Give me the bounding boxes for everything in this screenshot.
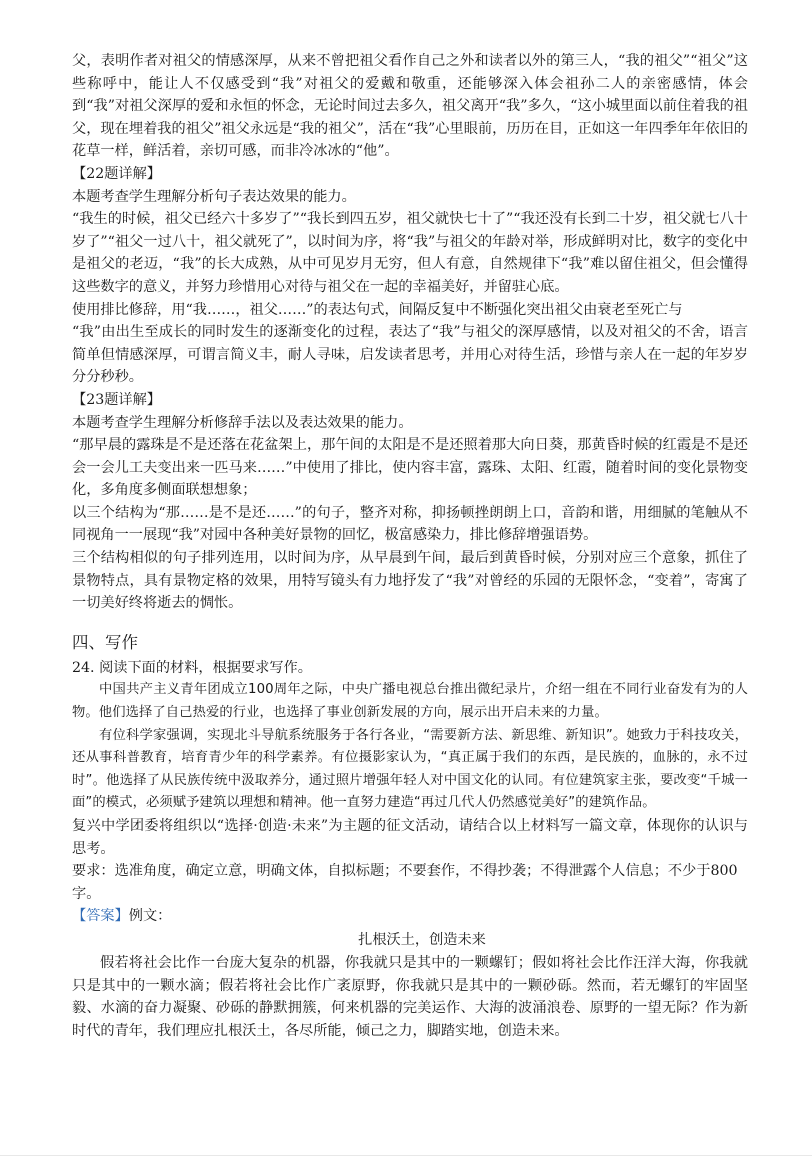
q22-heading: 【22题详解】 [72,165,161,182]
q24-material-paragraph: 中国共产主义青年团成立100周年之际，中央广播电视总台推出微纪录片，介绍一组在不同行业奋发有为的人物。他们选择了自己热爱的行业，也选择了事业创新发展的方向，展示出开启未来的力量。 [72,682,748,721]
essay-title: 扎根沃土，创造未来 [358,931,486,948]
answer-label: 【答案】 [72,908,129,925]
q24-material-paragraph: 有位科学家强调，实现北斗导航系统服务于各行各业，“需要新方法、新思维、新知识”。她致力于科技攻关，还从事科普教育，培育青少年的科学素养。有位摄影家认为，“真正属于我们的东西，是民族的，血脉的，永不过时”。他选择了从民族传统中汲取养分，通过照片增强年轻人对中国文化的认同。有位建筑家主张，要改变“千城一面”的模式，必须赋予建筑以理想和精神。他一直努力建造“再过几代人仍然感觉美好”的建筑作品。 [72,727,748,811]
q24-task: 复兴中学团委将组织以“选择·创造·未来”为主题的征文活动，请结合以上材料写一篇文章，体现你的认识与思考。 [72,818,748,857]
q22-paragraph: 使用排比修辞，用“我……，祖父……”的表达句式，间隔反复中不断强化突出祖父由衰老至死亡与 [72,301,683,318]
q23-paragraph: 三个结构相似的句子排列连用，以时间为序，从早晨到午间，最后到黄昏时候，分别对应三个意象，抓住了景物特点，具有景物定格的效果，用特写镜头有力地抒发了“我”对曾经的乐园的无限怀念，“变着”，寄寓了一切美好终将逝去的惆怅。 [72,550,748,612]
answer-suffix: 例文： [128,908,172,925]
q23-heading: 【23题详解】 [72,391,161,408]
q22-paragraph: 本题考查学生理解分析句子表达效果的能力。 [72,188,356,205]
intro-paragraph: 父，表明作者对祖父的情感深厚，从来不曾把祖父看作自己之外和读者以外的第三人，“我的祖父”“祖父”这些称呼中，能让人不仅感受到“我”对祖父的爱戴和敬重，还能够深入体会祖孙二人的亲密感情，体会到“我”对祖父深厚的爱和永恒的怀念，无论时间过去多久，祖父离开“我”多久，“这小城里面以前住着我的祖父，现在埋着我的祖父”祖父永远是“我的祖父”，活在“我”心里眼前，历历在目，正如这一年四季年年依旧的花草一样，鲜活着，亲切可感，而非冷冰冰的“他”。 [72,53,748,160]
q22-paragraph: “我生的时候，祖父已经六十多岁了”“我长到四五岁，祖父就快七十了”“我还没有长到二十岁，祖父就七八十岁了”“祖父一过八十，祖父就死了”，以时间为序，将“我”与祖父的年龄对举，形成鲜明对比，数字的变化中是祖父的老迈，“我”的长大成熟，从中可见岁月无穷，但人有意，自然规律下“我”难以留住祖父，但会懂得这些数字的意义，并努力珍惜用心对待与祖父在一起的幸福美好，并留驻心底。 [72,211,748,295]
q24-requirements: 要求：选准角度，确定立意，明确文体，自拟标题；不要套作，不得抄袭；不得泄露个人信息；不少于800字。 [72,863,738,902]
q23-paragraph: 以三个结构为“那……是不是还……”的句子，整齐对称，抑扬顿挫朗朗上口，音韵和谐，用细腻的笔触从不同视角一一展现“我”对园中各种美好景物的回忆，极富感染力，排比修辞增强语势。 [72,504,748,544]
page-bottom-divider [0,1155,812,1156]
section-title: 四、写作 [72,632,138,652]
q23-paragraph: “那早晨的露珠是不是还落在花盆架上，那午间的太阳是不是还照着那大向日葵，那黄昏时候的红霞是不是还会一会儿工夫变出来一匹马来……”中使用了排比，使内容丰富，露珠、太阳、红霞，随着时间的变化景物变化，多角度多侧面联想想象； [72,437,748,499]
essay-paragraph: 假若将社会比作一台庞大复杂的机器，你我就只是其中的一颗螺钉；假如将社会比作汪洋大海，你我就只是其中的一颗水滴；假若将社会比作广袤原野，你我就只是其中的一颗砂砾。然而，若无螺钉的牢固坚毅、水滴的奋力凝聚、砂砾的静默拥簇，何来机器的完美运作、大海的波涌浪卷、原野的一望无际？作为新时代的青年，我们理应扎根沃土，各尽所能，倾己之力，脚踏实地，创造未来。 [72,954,748,1039]
document-page [72,50,748,1042]
q22-paragraph: “我”由出生至成长的同时发生的逐渐变化的过程，表达了“我”与祖父的深厚感情，以及对祖父的不舍，语言简单但情感深厚，可谓言简义丰，耐人寻味，启发读者思考，并用心对待生活，珍惜与亲人在一起的年岁岁分分秒秒。 [72,324,748,386]
q24-prompt: 24. 阅读下面的材料，根据要求写作。 [72,659,312,676]
q23-paragraph: 本题考查学生理解分析修辞手法以及表达效果的能力。 [72,414,413,431]
answer-line [72,905,748,928]
